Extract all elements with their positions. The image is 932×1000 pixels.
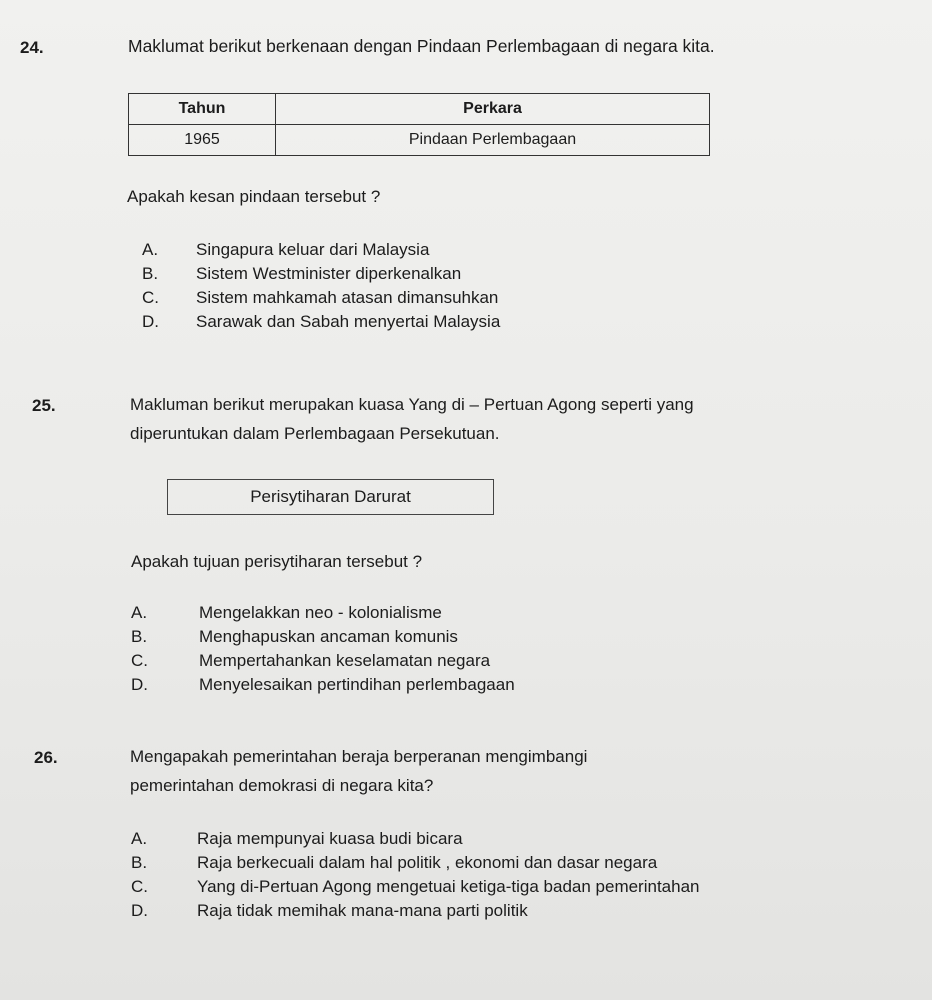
question-24-stem: Maklumat berikut berkenaan dengan Pindaan Perlembagaan di negara kita. <box>128 36 715 56</box>
option-text: Mempertahankan keselamatan negara <box>199 651 491 670</box>
option-26-a[interactable] <box>131 827 700 851</box>
question-26-stem-line1: Mengapakah pemerintahan beraja berperanan mengimbangi <box>130 747 588 766</box>
question-26-stem <box>130 742 587 800</box>
table-cell-year: 1965 <box>129 125 276 156</box>
option-text: Sarawak dan Sabah menyertai Malaysia <box>196 312 501 331</box>
option-text: Menghapuskan ancaman komunis <box>199 627 458 646</box>
question-25-stem <box>130 390 694 448</box>
option-24-b[interactable] <box>142 262 500 286</box>
table-cell-matter: Pindaan Perlembagaan <box>276 125 710 156</box>
option-24-c[interactable] <box>142 286 500 310</box>
option-text: Sistem mahkamah atasan dimansuhkan <box>196 288 499 307</box>
table-row <box>129 125 710 156</box>
option-letter: B. <box>131 853 148 872</box>
option-24-a[interactable] <box>142 238 500 262</box>
option-26-b[interactable] <box>131 851 700 875</box>
option-25-a[interactable] <box>131 601 515 625</box>
question-25-stem-line1: Makluman berikut merupakan kuasa Yang di – Pertuan Agong seperti yang <box>130 395 694 414</box>
question-25-prompt: Apakah tujuan perisytiharan tersebut ? <box>131 552 423 571</box>
option-text: Singapura keluar dari Malaysia <box>196 240 430 259</box>
option-text: Menyelesaikan pertindihan perlembagaan <box>199 675 515 694</box>
question-number-24: 24. <box>20 38 44 57</box>
option-letter: D. <box>142 312 159 331</box>
option-letter: B. <box>142 264 159 283</box>
option-letter: D. <box>131 675 148 694</box>
option-letter: A. <box>142 240 159 259</box>
option-24-d[interactable] <box>142 310 500 334</box>
options-26 <box>131 827 700 923</box>
question-24-prompt: Apakah kesan pindaan tersebut ? <box>127 187 381 206</box>
info-box-25 <box>167 479 494 515</box>
option-letter: D. <box>131 901 148 920</box>
option-26-d[interactable] <box>131 899 700 923</box>
table-header-row <box>129 94 710 125</box>
option-letter: C. <box>142 288 159 307</box>
option-25-c[interactable] <box>131 649 515 673</box>
option-letter: B. <box>131 627 148 646</box>
option-text: Raja tidak memihak mana-mana parti politik <box>197 901 528 920</box>
option-25-d[interactable] <box>131 673 515 697</box>
option-text: Raja berkecuali dalam hal politik , ekonomi dan dasar negara <box>197 853 658 872</box>
question-25-stem-line2: diperuntukan dalam Perlembagaan Persekutuan. <box>130 424 500 443</box>
question-number-26: 26. <box>34 748 58 767</box>
option-text: Sistem Westminister diperkenalkan <box>196 264 462 283</box>
option-26-c[interactable] <box>131 875 700 899</box>
option-letter: A. <box>131 829 148 848</box>
option-letter: C. <box>131 877 148 896</box>
question-number-25: 25. <box>32 396 56 415</box>
options-25 <box>131 601 515 697</box>
options-24 <box>142 238 500 334</box>
info-table-24 <box>128 93 710 156</box>
option-text: Yang di-Pertuan Agong mengetuai ketiga-tiga badan pemerintahan <box>197 877 700 896</box>
table-header-tahun: Tahun <box>129 94 276 125</box>
option-letter: A. <box>131 603 148 622</box>
option-letter: C. <box>131 651 148 670</box>
option-text: Raja mempunyai kuasa budi bicara <box>197 829 463 848</box>
table-header-perkara: Perkara <box>276 94 710 125</box>
option-text: Mengelakkan neo - kolonialisme <box>199 603 442 622</box>
info-box-text: Perisytiharan Darurat <box>250 487 411 506</box>
question-26-stem-line2: pemerintahan demokrasi di negara kita? <box>130 776 434 795</box>
option-25-b[interactable] <box>131 625 515 649</box>
